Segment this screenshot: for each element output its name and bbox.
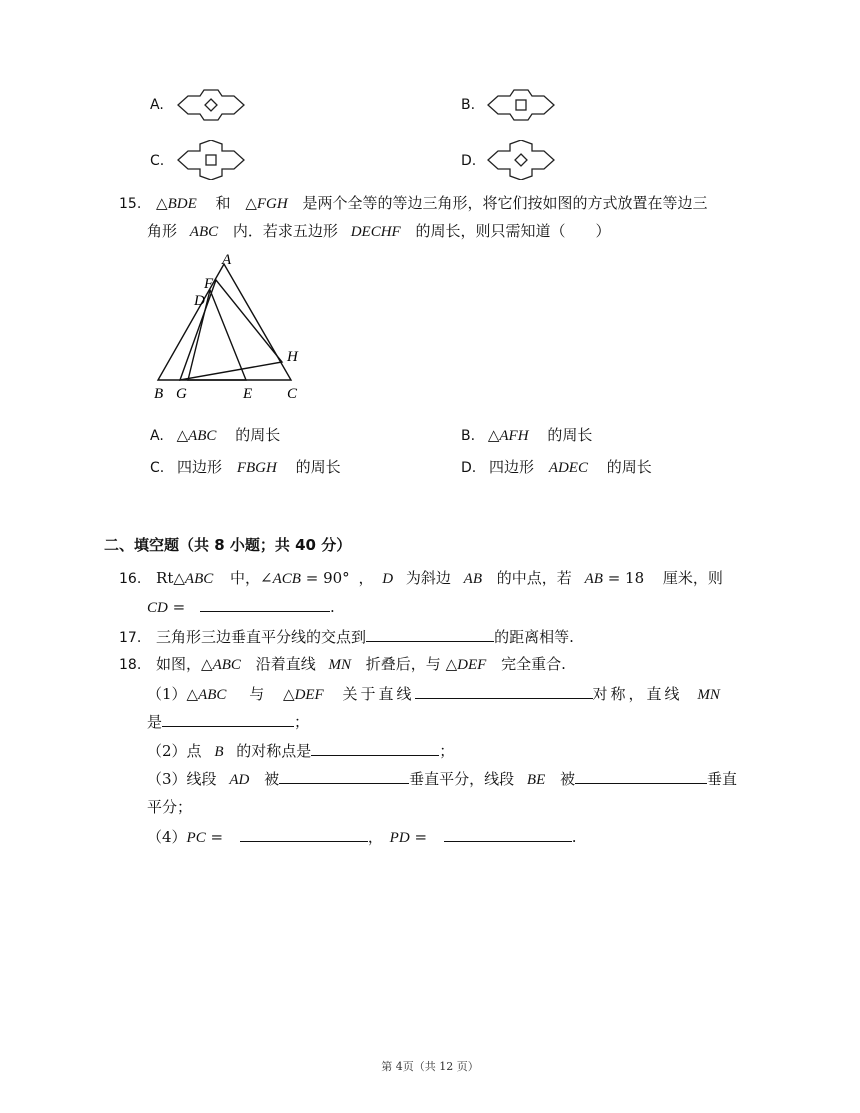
section-heading: 二、填空题（共 8 小题；共 40 分） (104, 536, 352, 554)
q18-sub1: （1）△ABC 与 △DEF 关于直线 对称，直线 MN (147, 682, 720, 706)
q18-3-ad-blank[interactable] (279, 767, 409, 784)
fig-label-f: F (204, 276, 214, 292)
q18-4-pd-blank[interactable] (444, 825, 572, 842)
q14-option-a-figure (176, 88, 246, 122)
q17-question: 17. 三角形三边垂直平分线的交点到 的距离相等. (119, 625, 574, 649)
q15-option-d: D. 四边形 ADEC 的周长 (461, 458, 652, 476)
q18-question: 18. 如图，△ABC 沿着直线 MN 折叠后，与 △DEF 完全重合. (119, 655, 566, 673)
fig-label-d: D (194, 293, 205, 309)
q14-option-b-label: B. (461, 97, 476, 113)
q14-option-c-figure (176, 140, 246, 180)
q15-question-line2: 角形 ABC 内．若求五边形 DECHF 的周长，则只需知道（ ） (147, 222, 611, 240)
q15-triangle-figure (146, 250, 312, 402)
fig-label-e: E (243, 386, 253, 402)
q18-sub2: （2）点 B 的对称点是 ； (147, 739, 454, 763)
q15-option-b: B. △AFH 的周长 (461, 426, 593, 444)
fig-label-h: H (287, 349, 298, 365)
q18-sub3-line2: 平分； (147, 798, 193, 816)
q18-sub3: （3）线段 AD 被 垂直平分，线段 BE 被 垂直 (147, 767, 737, 791)
q14-option-d-label: D. (461, 153, 477, 169)
fig-label-a: A (222, 252, 232, 268)
fig-label-c: C (287, 386, 298, 402)
q15-option-c: C. 四边形 FBGH 的周长 (150, 458, 341, 476)
q15-question: 15. △BDE 和 △FGH 是两个全等的等边三角形，将它们按如图的方式放置在等边三 (119, 194, 708, 212)
q14-option-c-label: C. (150, 153, 165, 169)
q18-1-mn-blank[interactable] (162, 710, 294, 727)
fig-label-g: G (176, 386, 187, 402)
fig-label-b: B (154, 386, 164, 402)
q14-option-d-figure (486, 140, 556, 180)
q14-option-b-figure (486, 88, 556, 122)
q15-number: 15. (119, 196, 142, 212)
q18-1-line-blank[interactable] (415, 682, 593, 699)
q18-sub4: （4）PC = ， PD = . (147, 825, 577, 849)
q18-sub1-line2: 是 ； (147, 710, 309, 733)
q14-option-a-label: A. (150, 97, 164, 113)
q18-4-pc-blank[interactable] (240, 825, 368, 842)
q18-2-blank[interactable] (311, 739, 439, 756)
q16-question: 16. Rt△ABC 中，∠ACB = 90° ， D 为斜边 AB 的中点，若 AB = 18 厘米，则 (119, 569, 723, 587)
q18-3-be-blank[interactable] (575, 767, 707, 784)
q16-answer-blank[interactable] (200, 595, 330, 612)
page-footer: 第 4页（共 12 页） (381, 1060, 479, 1073)
q15-option-a: A. △ABC 的周长 (150, 426, 281, 444)
q17-answer-blank[interactable] (366, 625, 494, 642)
q16-line2: CD = . (147, 595, 335, 619)
